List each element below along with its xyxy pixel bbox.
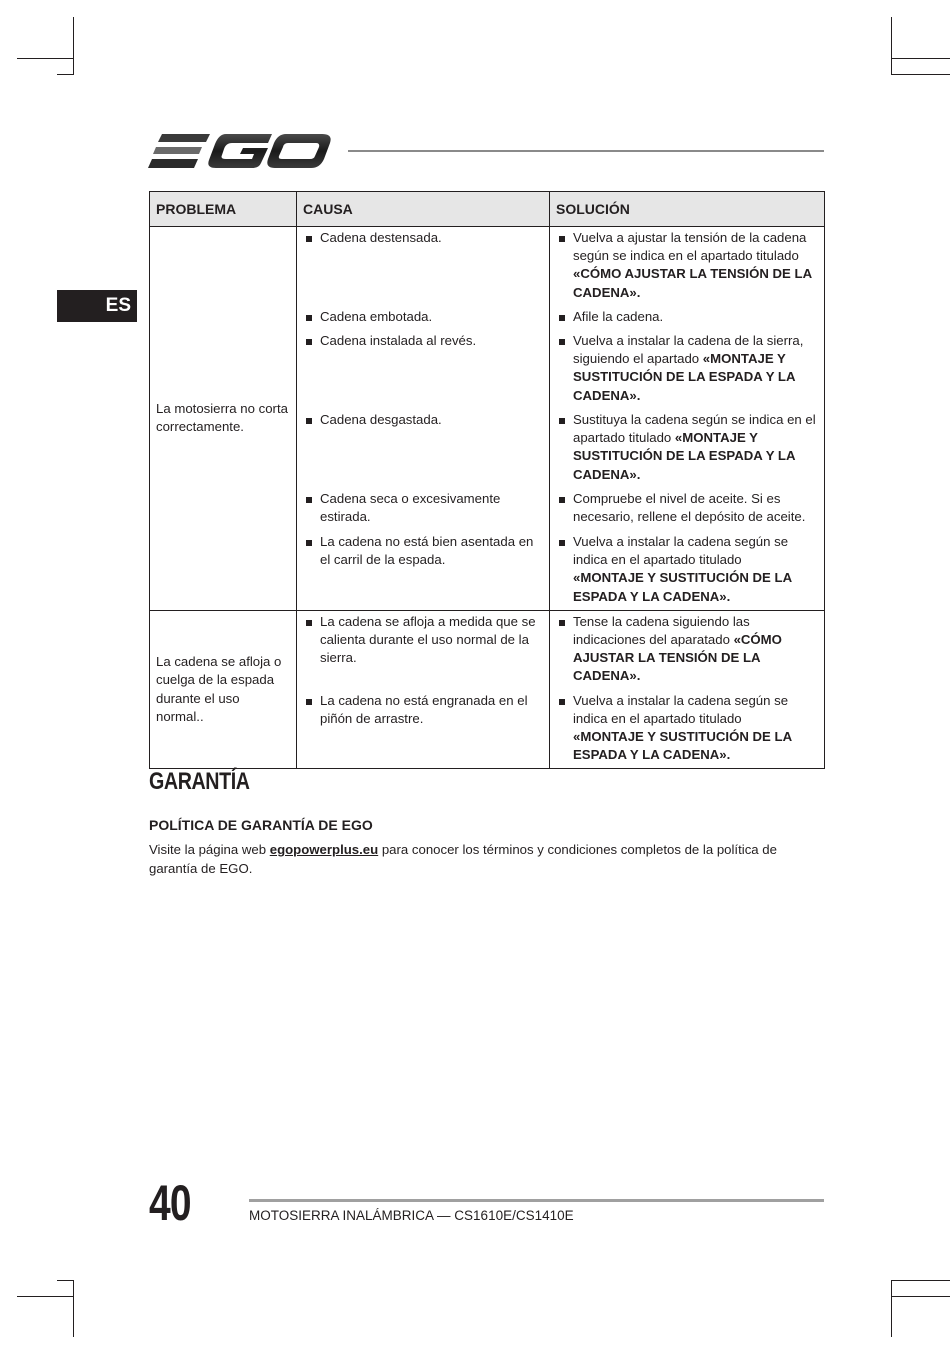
solution-text: Tense la cadena siguiendo las indicaciones del aparatado — [573, 613, 750, 648]
table-row — [150, 610, 825, 689]
solution-cell — [550, 488, 825, 531]
solution-cell — [550, 409, 825, 488]
solution-text: Sustituya la cadena según se indica en el apartado titulado — [573, 412, 816, 446]
cause-item: Cadena destensada. — [305, 229, 543, 247]
solution-item — [558, 308, 816, 326]
cause-cell — [297, 227, 550, 306]
table-row — [150, 227, 825, 306]
solution-reference: «MONTAJE Y SUSTITUCIÓN DE LA ESPADA Y LA CADENA». — [573, 430, 796, 482]
warranty-heading: GARANTÍA — [149, 768, 250, 795]
crop-mark — [17, 58, 73, 59]
crop-mark — [891, 1280, 950, 1281]
crop-mark — [892, 58, 950, 59]
table-header-row — [150, 192, 825, 227]
footer-product: MOTOSIERRA INALÁMBRICA — CS1610E/CS1410E — [249, 1208, 574, 1223]
cause-cell — [297, 306, 550, 330]
column-header-solucion: SOLUCIÓN — [550, 192, 825, 227]
warranty-text-before: Visite la página web — [149, 842, 270, 857]
solution-reference: «MONTAJE Y SUSTITUCIÓN DE LA ESPADA Y LA CADENA». — [573, 729, 792, 763]
cause-cell — [297, 330, 550, 409]
crop-mark — [17, 1296, 73, 1297]
warranty-text — [149, 841, 825, 878]
column-header-causa: CAUSA — [297, 192, 550, 227]
solution-item — [558, 490, 816, 526]
troubleshooting-table — [149, 191, 825, 769]
solution-text: Vuelva a instalar la cadena de la sierra, siguiendo el apartado — [573, 333, 804, 367]
solution-cell — [550, 227, 825, 306]
cause-item: La cadena no está bien asentada en el carril de la espada. — [305, 533, 543, 569]
crop-mark — [891, 17, 892, 74]
crop-mark — [73, 1280, 74, 1337]
cause-item: Cadena instalada al revés. — [305, 332, 543, 350]
solution-reference: «MONTAJE Y SUSTITUCIÓN DE LA ESPADA Y LA CADENA». — [573, 351, 796, 403]
solution-item — [558, 411, 816, 484]
problem-cell: La motosierra no corta correctamente. — [150, 227, 297, 611]
cause-item: La cadena se afloja a medida que se calienta durante el uso normal de la sierra. — [305, 613, 543, 668]
solution-item — [558, 229, 816, 302]
cause-cell — [297, 488, 550, 531]
solution-reference: «CÓMO AJUSTAR LA TENSIÓN DE LA CADENA». — [573, 266, 812, 300]
problem-cell: La cadena se afloja o cuelga de la espada durante el uso normal.. — [150, 610, 297, 769]
warranty-text-after: para conocer los términos y condiciones completos de la política de garantía de EGO. — [149, 842, 777, 876]
header-rule — [348, 150, 824, 152]
crop-mark — [892, 1296, 950, 1297]
solution-item — [558, 533, 816, 606]
solution-cell — [550, 531, 825, 610]
crop-mark — [891, 74, 950, 75]
solution-cell — [550, 306, 825, 330]
solution-cell — [550, 690, 825, 769]
crop-mark — [57, 1280, 74, 1281]
solution-text: Vuelva a instalar la cadena según se indica en el apartado titulado — [573, 692, 789, 726]
solution-item — [558, 692, 816, 765]
solution-reference: «CÓMO AJUSTAR LA TENSIÓN DE LA CADENA». — [573, 632, 782, 684]
solution-text: Afile la cadena. — [573, 308, 664, 324]
solution-item — [558, 613, 816, 686]
column-header-problema: PROBLEMA — [150, 192, 297, 227]
crop-mark — [891, 1280, 892, 1337]
solution-item — [558, 332, 816, 405]
cause-cell — [297, 531, 550, 610]
cause-item: Cadena embotada. — [305, 308, 543, 326]
page-number: 40 — [149, 1175, 191, 1231]
cause-item: Cadena desgastada. — [305, 411, 543, 429]
warranty-link[interactable]: egopowerplus.eu — [269, 842, 379, 857]
solution-text: Vuelva a ajustar la tensión de la cadena según se indica en el apartado titulado — [573, 230, 807, 264]
ego-logo — [148, 130, 332, 172]
crop-mark — [73, 17, 74, 74]
solution-text: Compruebe el nivel de aceite. Si es necesario, rellene el depósito de aceite. — [573, 491, 806, 525]
cause-cell — [297, 409, 550, 488]
cause-item: Cadena seca o excesivamente estirada. — [305, 490, 543, 526]
cause-item: La cadena no está engranada en el piñón de arrastre. — [305, 692, 543, 728]
solution-text: Vuelva a instalar la cadena según se indica en el apartado titulado — [573, 534, 789, 568]
cause-cell — [297, 610, 550, 689]
footer-rule — [249, 1199, 824, 1202]
solution-cell — [550, 610, 825, 689]
crop-mark — [57, 74, 74, 75]
solution-reference: «MONTAJE Y SUSTITUCIÓN DE LA ESPADA Y LA CADENA». — [573, 570, 792, 604]
cause-cell — [297, 690, 550, 769]
solution-cell — [550, 330, 825, 409]
warranty-subheading: POLÍTICA DE GARANTÍA DE EGO — [149, 817, 373, 833]
language-tab: ES — [57, 290, 137, 322]
